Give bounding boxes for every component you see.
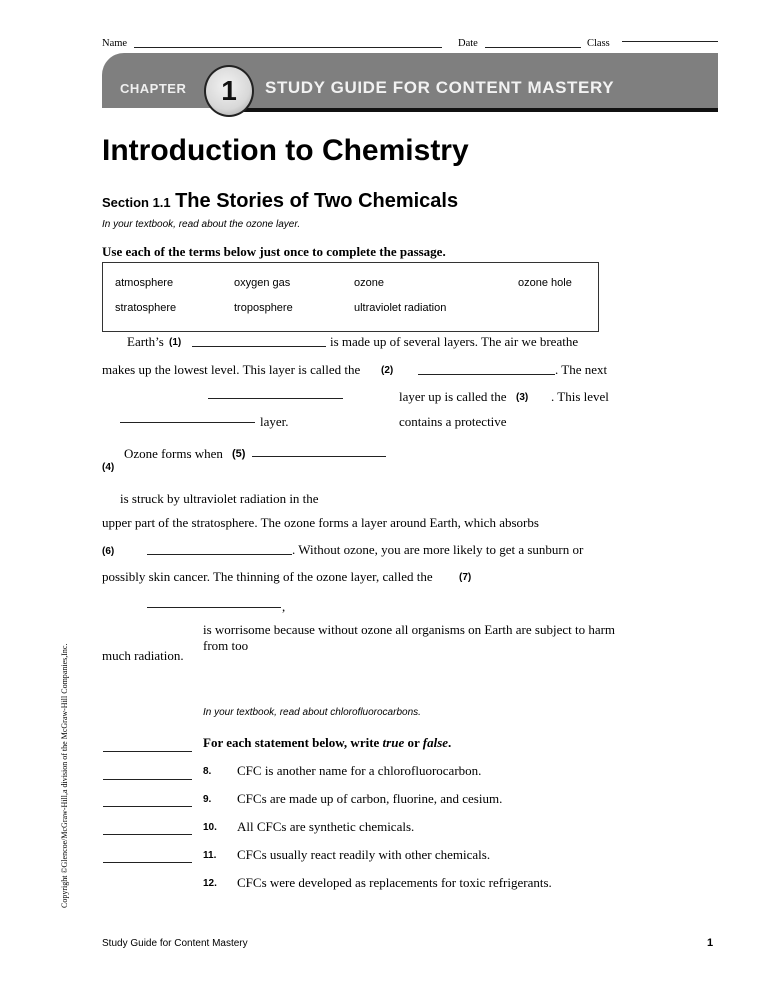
section-number: Section 1.1: [102, 195, 171, 210]
cfc-instructions: [203, 735, 451, 751]
blank-number-3: (3): [516, 392, 529, 403]
passage-text: is struck by ultraviolet radiation in the: [120, 491, 319, 506]
statement-text: All CFCs are synthetic chemicals.: [237, 819, 415, 834]
passage-text: . The next: [555, 362, 608, 377]
page-number: 1: [707, 937, 714, 949]
footer-title: Study Guide for Content Mastery: [102, 938, 248, 949]
passage-text: . Without ozone, you are more likely to get a sunburn or: [292, 542, 584, 557]
chapter-word: CHAPTER: [120, 81, 187, 96]
cfc-note: In your textbook, read about chlorofluorocarbons.: [203, 707, 421, 718]
answer-blank-8[interactable]: [103, 751, 192, 752]
class-label: Class: [587, 38, 610, 49]
name-label: Name: [102, 38, 128, 49]
blank-number-6: (6): [102, 546, 115, 557]
banner-underline: [242, 108, 718, 112]
term-atmosphere: atmosphere: [115, 277, 174, 289]
statement-text: CFC is another name for a chlorofluorocarbon.: [237, 763, 482, 778]
section-note: In your textbook, read about the ozone layer.: [102, 219, 301, 230]
statement-number: 10.: [203, 822, 217, 833]
blank-number-4: (4): [102, 462, 115, 473]
name-field[interactable]: [134, 47, 442, 48]
blank-7[interactable]: [147, 607, 281, 608]
section-heading: [102, 190, 458, 213]
banner-title: STUDY GUIDE FOR CONTENT MASTERY: [265, 78, 615, 97]
blank-2b[interactable]: [208, 398, 343, 399]
blank-number-2: (2): [381, 365, 394, 376]
passage-text: . This level: [551, 389, 609, 404]
term-ultraviolet-radiation: ultraviolet radiation: [354, 302, 447, 314]
passage-text: contains a protective: [399, 414, 507, 429]
blank-1[interactable]: [192, 346, 326, 347]
instructions-false: false: [422, 735, 449, 750]
instructions-text: or: [404, 735, 423, 750]
term-troposphere: troposphere: [234, 302, 293, 314]
term-stratosphere: stratosphere: [115, 302, 177, 314]
term-ozone-hole: ozone hole: [518, 277, 572, 289]
section-title: The Stories of Two Chemicals: [175, 190, 459, 212]
word-bank: [102, 262, 599, 332]
blank-number-5: (5): [232, 448, 246, 460]
blank-number-1: (1): [169, 337, 182, 348]
statement-number: 8.: [203, 766, 212, 777]
blank-3[interactable]: [120, 422, 255, 423]
passage-text: possibly skin cancer. The thinning of the ozone layer, called the: [102, 569, 433, 584]
blank-number-7: (7): [459, 572, 472, 583]
page-title: Introduction to Chemistry: [102, 134, 469, 167]
statement-text: CFCs were developed as replacements for toxic refrigerants.: [237, 875, 552, 890]
instructions-text: .: [448, 735, 452, 750]
statement-number: 12.: [203, 878, 217, 889]
term-ozone: ozone: [354, 277, 384, 289]
blank-2[interactable]: [418, 374, 555, 375]
instructions-text: For each statement below, write: [203, 735, 383, 750]
chapter-number-badge: 1: [204, 65, 254, 117]
date-field[interactable]: [485, 47, 581, 48]
answer-blank-12[interactable]: [103, 862, 192, 863]
date-label: Date: [458, 38, 478, 49]
blank-6[interactable]: [147, 554, 292, 555]
passage-text: Ozone forms when: [124, 446, 223, 461]
statement-number: 11.: [203, 850, 217, 861]
passage-text: layer.: [260, 414, 289, 429]
passage-text: is worrisome because without ozone all organisms on Earth are subject to harm from too: [203, 622, 616, 653]
passage-text: layer up is called the: [399, 389, 507, 404]
passage-text: much radiation.: [102, 648, 184, 663]
answer-blank-11[interactable]: [103, 834, 192, 835]
statement-text: CFCs are made up of carbon, fluorine, and cesium.: [237, 791, 503, 806]
passage-text: Earth’s: [127, 334, 164, 349]
passage-text: ,: [282, 599, 286, 614]
statement-number: 9.: [203, 794, 212, 805]
chapter-banner: [102, 53, 718, 115]
class-field[interactable]: [622, 41, 718, 42]
instructions-true: true: [382, 735, 405, 750]
passage-text: makes up the lowest level. This layer is called the: [102, 362, 361, 377]
passage-text: is made up of several layers. The air we breathe: [330, 334, 579, 349]
answer-blank-10[interactable]: [103, 806, 192, 807]
answer-blank-9[interactable]: [103, 779, 192, 780]
passage-instructions: Use each of the terms below just once to complete the passage.: [102, 244, 446, 259]
blank-5[interactable]: [252, 456, 386, 457]
copyright-notice: Copyright ©Glencoe/McGraw-Hill,a division of the McGraw-Hill Companies,Inc.: [60, 643, 69, 908]
passage-text: upper part of the stratosphere. The ozone forms a layer around Earth, which absorbs: [102, 515, 539, 530]
term-oxygen-gas: oxygen gas: [234, 277, 291, 289]
statement-text: CFCs usually react readily with other chemicals.: [237, 847, 491, 862]
